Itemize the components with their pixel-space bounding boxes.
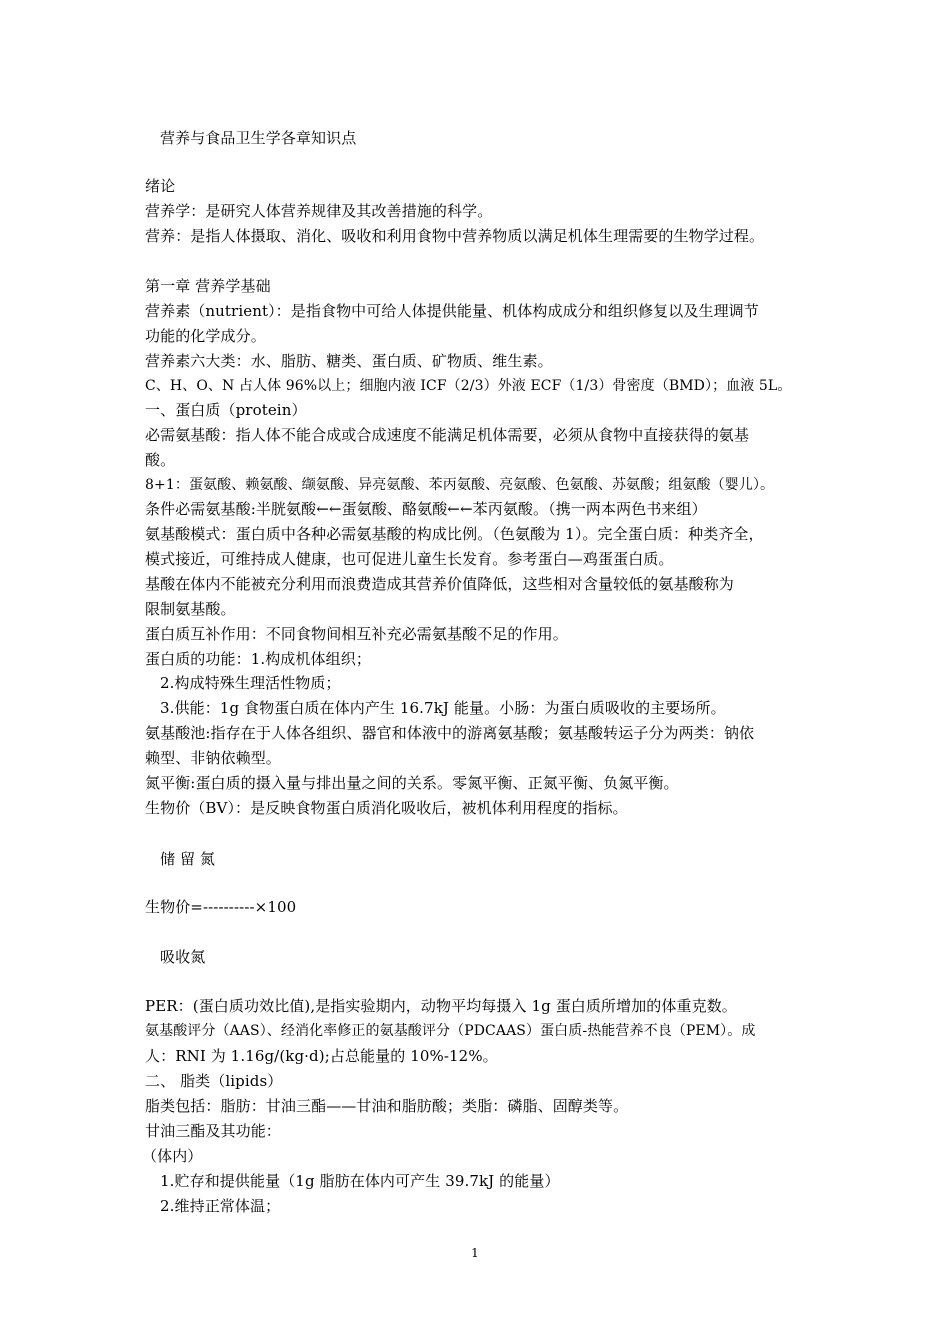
document-title: 营养与食品卫生学各章知识点 [160,129,357,147]
text-line: 必需氨基酸：指人体不能合成或合成速度不能满足机体需要，必须从食物中直接获得的氨基 [145,426,750,444]
text-line: 条件必需氨基酸:半胱氨酸←←蛋氨酸、酪氨酸←←苯丙氨酸。（携一两本两色书来组） [145,500,707,518]
formula-line: 生物价=----------×100 [145,898,297,916]
text-line: 营养学：是研究人体营养规律及其改善措施的科学。 [145,202,493,220]
text-line: 基酸在体内不能被充分利用而浪费造成其营养价值降低，这些相对含量较低的氨基酸称为 [145,575,734,593]
text-line: C、H、O、N 占人体 96%以上；细胞内液 ICF（2/3）外液 ECF（1/3）骨密度（BMD）；血液 5L。 [145,378,792,394]
text-line: 甘油三酯及其功能： [145,1122,281,1140]
text-line: 2.构成特殊生理活性物质； [160,674,341,692]
text-line: 氨基酸模式：蛋白质中各种必需氨基酸的构成比例。（色氨酸为 1）。完全蛋白质：种类齐全， [145,525,764,543]
text-line: 人：RNI 为 1.16g/(kg·d);占总能量的 10%-12%。 [145,1047,498,1065]
text-line: （体内） [142,1147,203,1165]
section-heading: 二、 脂类（lipids） [145,1072,283,1090]
chapter-heading: 第一章 营养学基础 [145,277,271,295]
text-line: 1.贮存和提供能量（1g 脂肪在体内可产生 39.7kJ 的能量） [160,1172,560,1190]
text-line: 2.维持正常体温； [160,1197,281,1215]
text-line: 3.供能：1g 食物蛋白质在体内产生 16.7kJ 能量。小肠：为蛋白质吸收的主要场所。 [160,699,726,717]
text-line: 模式接近，可维持成人健康，也可促进儿童生长发育。参考蛋白—鸡蛋蛋白质。 [145,550,674,568]
text-line: 脂类包括：脂肪：甘油三酯——甘油和脂肪酸；类脂：磷脂、固醇类等。 [145,1097,629,1115]
text-line: 营养素六大类：水、脂肪、糖类、蛋白质、矿物质、维生素。 [145,352,553,370]
text-line: 氮平衡:蛋白质的摄入量与排出量之间的关系。零氮平衡、正氮平衡、负氮平衡。 [145,774,679,792]
formula-denominator: 吸收氮 [160,948,206,966]
text-line: 功能的化学成分。 [145,327,266,345]
text-line: 蛋白质的功能：1.构成机体组织； [145,650,371,668]
formula-numerator: 储 留 氮 [160,850,216,868]
text-line: PER：(蛋白质功效比值),是指实验期内，动物平均每摄入 1g 蛋白质所增加的体重克数。 [145,997,737,1015]
text-line: 8+1：蛋氨酸、赖氨酸、缬氨酸、异亮氨酸、苯丙氨酸、亮氨酸、色氨酸、苏氨酸；组氨酸（婴儿）。 [145,477,775,493]
page-number: 1 [471,1246,479,1260]
text-line: 氨基酸池:指存在于人体各组织、器官和体液中的游离氨基酸；氨基酸转运子分为两类：钠依 [145,724,755,742]
text-line: 绪论 [145,177,176,195]
text-line: 生物价（BV）：是反映食物蛋白质消化吸收后，被机体利用程度的指标。 [145,799,628,817]
text-line: 氨基酸评分（AAS）、经消化率修正的氨基酸评分（PDCAAS）蛋白质-热能营养不良（PEM）。成 [145,1023,756,1039]
text-line: 赖型、非钠依赖型。 [145,749,281,767]
text-line: 营养：是指人体摄取、消化、吸收和利用食物中营养物质以满足机体生理需要的生物学过程。 [145,227,765,245]
text-line: 限制氨基酸。 [145,600,236,618]
text-line: 营养素（nutrient）：是指食物中可给人体提供能量、机体构成成分和组织修复以及生理调节 [145,302,759,320]
section-heading: 一、蛋白质（protein） [145,401,307,419]
text-line: 蛋白质互补作用：不同食物间相互补充必需氨基酸不足的作用。 [145,625,568,643]
text-line: 酸。 [145,451,176,469]
